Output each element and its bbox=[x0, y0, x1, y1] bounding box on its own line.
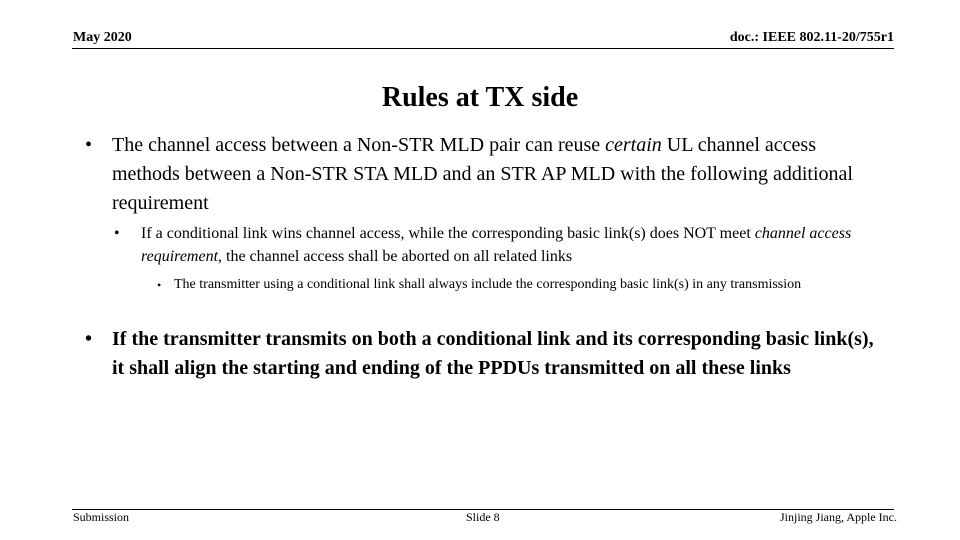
bullet-dot: • bbox=[85, 134, 93, 156]
sub-bullet-1 bbox=[114, 222, 884, 268]
bullet-1-text bbox=[112, 131, 885, 218]
bullet-1-emphasis: certain bbox=[605, 134, 662, 156]
bullet-1-part1: The channel access between a Non-STR MLD pair can reuse bbox=[112, 134, 606, 156]
footer-slide-number: Slide 8 bbox=[466, 510, 500, 524]
sub-sub-bullet-1-text: The transmitter using a conditional link shall always include the corresponding basic link(s) in any transmission bbox=[174, 277, 802, 292]
header-divider bbox=[72, 48, 894, 49]
bullet-dot: • bbox=[85, 328, 93, 350]
bullet-dot: • bbox=[114, 225, 120, 242]
bullet-2 bbox=[85, 325, 885, 383]
sub-bullet-1-part1: If a conditional link wins channel access, while the corresponding basic link(s) does NOT meet bbox=[141, 225, 755, 242]
header-doc-id: doc.: IEEE 802.11-20/755r1 bbox=[729, 30, 894, 45]
footer-author: Jinjing Jiang, Apple Inc. bbox=[780, 510, 897, 524]
sub-sub-bullet-1 bbox=[157, 274, 877, 296]
bullet-1-part2: UL channel access methods between a Non-STR STA MLD and an STR AP MLD with the following additional requirement bbox=[112, 134, 853, 214]
bullet-1 bbox=[85, 131, 885, 218]
sub-bullet-1-emphasis: channel access requirement bbox=[141, 225, 852, 265]
footer-submission: Submission bbox=[73, 510, 130, 524]
bullet-dot: • bbox=[157, 278, 162, 292]
sub-bullet-1-text bbox=[141, 222, 884, 268]
sub-bullet-1-part2: , the channel access shall be aborted on all related links bbox=[218, 248, 573, 265]
header-date: May 2020 bbox=[73, 30, 132, 45]
bullet-2-text: If the transmitter transmits on both a conditional link and its corresponding basic link(s), it shall align the starting and ending of the PPDUs transmitted on all these links bbox=[112, 328, 874, 379]
slide-title: Rules at TX side bbox=[381, 82, 579, 113]
